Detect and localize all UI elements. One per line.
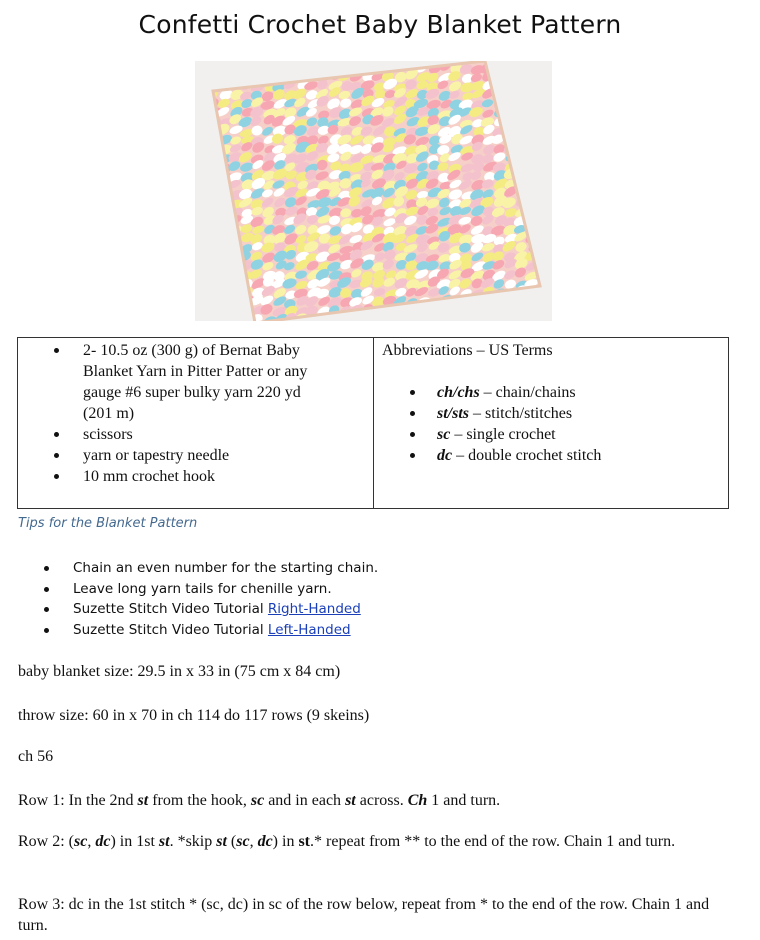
tips-item [44, 599, 378, 620]
materials-item: 2- 10.5 oz (300 g) of Bernat Baby Blanket Yarn in Pitter Patter or any gauge #6 super bulky yarn 220 yd (201 m) [54, 340, 334, 424]
abbreviation-item [410, 424, 601, 445]
row-2-text: ( [226, 833, 237, 850]
row-2-text: ) in 1st [110, 833, 159, 850]
abbreviation-item [410, 445, 601, 466]
left-handed-tutorial-link[interactable]: Left-Handed [267, 621, 351, 638]
row-1-instruction [18, 790, 728, 811]
row-1-text: 1 and turn. [427, 792, 501, 809]
row-2-term: sc [236, 833, 250, 850]
abbreviation-term: sc [437, 426, 451, 443]
page-title: Confetti Crochet Baby Blanket Pattern [138, 10, 622, 39]
abbreviation-term: st/sts [437, 405, 470, 422]
tips-item [44, 620, 378, 641]
abbreviation-desc: – double crochet stitch [452, 447, 602, 464]
abbreviation-item [410, 403, 601, 424]
materials-list [54, 340, 334, 487]
row-2-term: sc [74, 833, 88, 850]
blanket-photo [195, 61, 552, 321]
throw-size-text: throw size: 60 in x 70 in ch 114 do 117 rows (9 skeins) [18, 707, 370, 724]
row-2-instruction [18, 831, 728, 852]
baby-size-text: baby blanket size: 29.5 in x 33 in (75 cm x 84 cm) [18, 663, 341, 680]
row-1-term: st [345, 792, 356, 809]
row-2-text: ) in [272, 833, 299, 850]
materials-column [18, 338, 374, 508]
tips-item-text: Suzette Stitch Video Tutorial [73, 601, 268, 617]
row-2-text: . *skip [169, 833, 217, 850]
abbreviation-desc: – stitch/stitches [469, 405, 573, 422]
row-2-term: st [298, 833, 311, 850]
row-1-term: st [137, 792, 149, 809]
abbreviation-term: dc [437, 447, 453, 464]
materials-item: 10 mm crochet hook [54, 466, 334, 487]
row-1-text: across. [355, 792, 408, 809]
row-2-term: dc [257, 833, 273, 850]
abbreviation-term: ch/chs [437, 384, 480, 401]
materials-table [17, 337, 729, 509]
abbreviations-column [374, 338, 728, 508]
abbreviation-item [410, 382, 601, 403]
blanket-photo-image [195, 61, 552, 321]
row-1-term: sc [250, 792, 265, 809]
row-2-term: st [158, 833, 170, 850]
row-2-term: dc [95, 833, 111, 850]
right-handed-tutorial-link[interactable]: Right-Handed [267, 601, 361, 617]
row-2-text: , [249, 833, 258, 850]
tips-item: Leave long yarn tails for chenille yarn. [44, 579, 378, 600]
tips-list [44, 558, 378, 640]
row-2-text: Row 2: ( [18, 833, 74, 850]
row-2-text: , [87, 833, 96, 850]
abbreviation-desc: – chain/chains [479, 384, 576, 401]
tips-heading: Tips for the Blanket Pattern [18, 516, 198, 531]
abbreviations-title: Abbreviations – US Terms [382, 342, 553, 359]
row-3-instruction: Row 3: dc in the 1st stitch * (sc, dc) in sc of the row below, repeat from * to the end of the row. Chain 1 and turn. [18, 896, 710, 934]
abbreviations-list [410, 382, 601, 466]
row-2-term: st [216, 833, 227, 850]
materials-item: yarn or tapestry needle [54, 445, 334, 466]
row-1-term: Ch [407, 792, 428, 809]
row-1-text: from the hook, [148, 792, 251, 809]
starting-chain-text: ch 56 [18, 748, 54, 765]
tips-item: Chain an even number for the starting chain. [44, 558, 378, 579]
tips-item-text: Suzette Stitch Video Tutorial [73, 621, 268, 638]
row-1-text: and in each [264, 792, 346, 809]
row-2-text: .* repeat from ** to the end of the row. Chain 1 and turn. [310, 833, 676, 850]
row-1-text: Row 1: In the 2nd [18, 792, 138, 809]
materials-item: scissors [54, 424, 334, 445]
abbreviation-desc: – single crochet [450, 426, 556, 443]
